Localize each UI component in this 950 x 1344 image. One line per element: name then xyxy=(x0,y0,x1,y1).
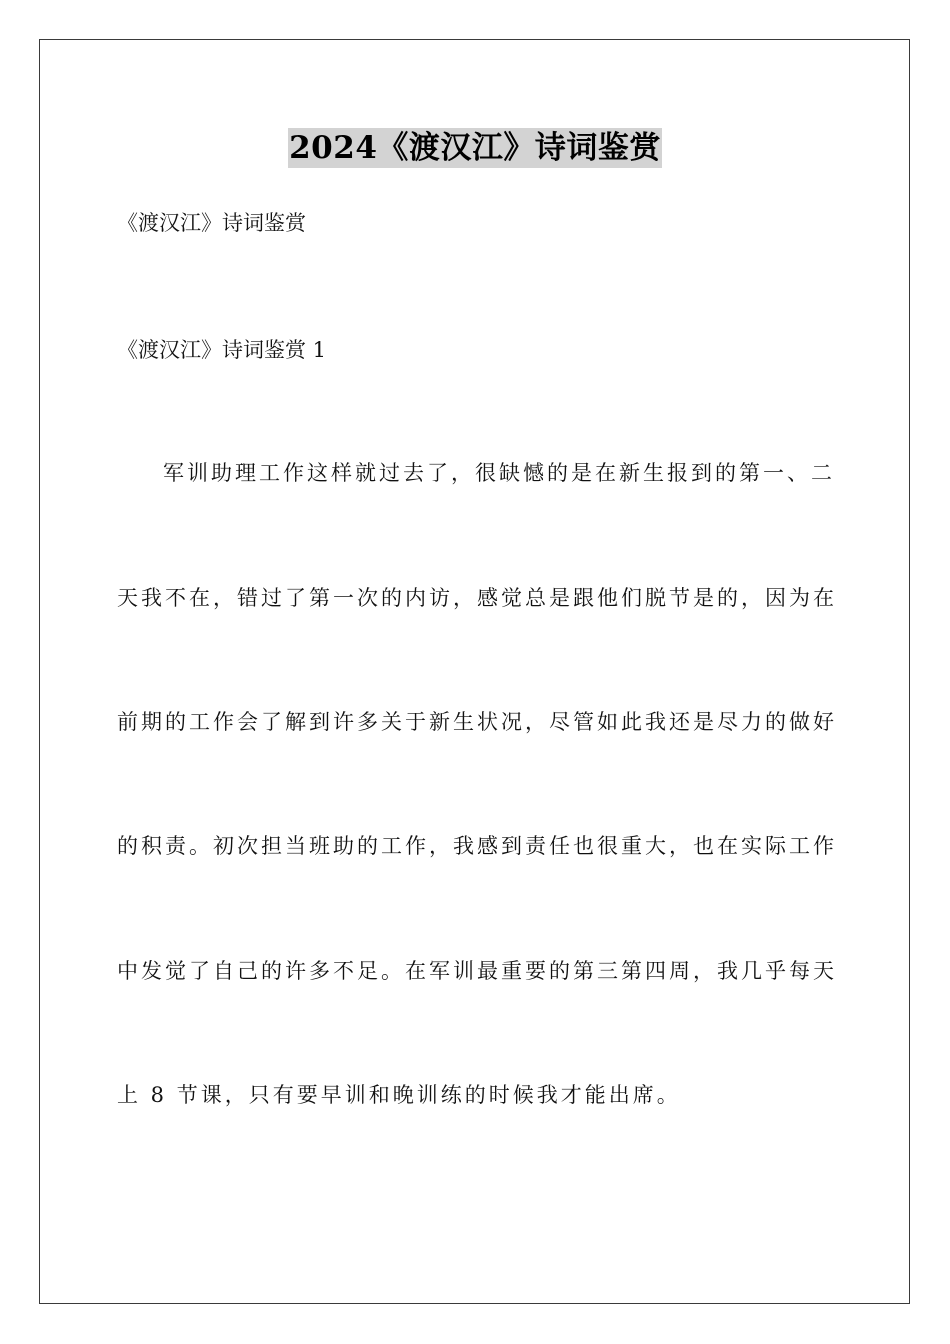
body-line-1: 军训助理工作这样就过去了，很缺憾的是在新生报到的第一、二 xyxy=(163,461,835,485)
title-wrapper xyxy=(0,128,950,168)
document-subtitle: 《渡汉江》诗词鉴赏 xyxy=(117,211,306,235)
body-line-3: 前期的工作会了解到许多关于新生状况，尽管如此我还是尽力的做好 xyxy=(117,710,837,734)
body-line-5: 中发觉了自己的许多不足。在军训最重要的第三第四周，我几乎每天 xyxy=(117,959,837,983)
body-line-2: 天我不在，错过了第一次的内访，感觉总是跟他们脱节是的，因为在 xyxy=(117,586,837,610)
body-line-6: 上 8 节课，只有要早训和晚训练的时候我才能出席。 xyxy=(117,1083,681,1107)
section-heading: 《渡汉江》诗词鉴赏 1 xyxy=(117,338,327,362)
body-line-4: 的积责。初次担当班助的工作，我感到责任也很重大，也在实际工作 xyxy=(117,834,837,858)
document-title: 2024《渡汉江》诗词鉴赏 xyxy=(289,130,661,166)
